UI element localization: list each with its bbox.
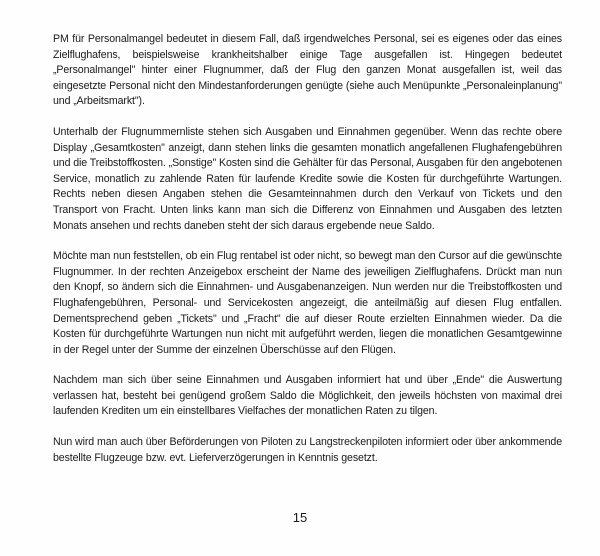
paragraph-kredit-tilgung: Nachdem man sich über seine Einnahmen und Ausgaben informiert hat und über „Ende" die Auswertung verlassen hat, besteht bei genügend großem Saldo die Möglichkeit, den jeweils höchsten von maximal drei laufenden Krediten um ein einstellbares Vielfaches der monatlichen Raten zu tilgen. [53, 374, 562, 418]
paragraph-befoerderungen: Nun wird man auch über Beförderungen von Piloten zu Langstreckenpiloten informiert oder über ankommende bestellte Flugzeuge bzw. evt. Lieferverzögerungen in Kenntnis gesetzt. [53, 436, 562, 464]
paragraph-ausgaben-einnahmen: Unterhalb der Flugnummernliste stehen sich Ausgaben und Einnahmen gegenüber. Wenn das rechte obere Display „Gesamtkosten" anzeigt, dann stehen links die gesamten monatlich angefallenen Flughafengebühren und die Treibstoffkosten. „Sonstige" Kosten sind die Gehälter für das Personal, Ausgaben für den angebotenen Service, monatlich zu zahlende Raten für laufende Kredite sowie die Kosten für durchgeführte Wartungen. Rechts neben diesen Angaben stehen die Gesamteinnahmen durch den Verkauf von Tickets und den Transport von Fracht. Unten links kann man sich die Differenz von Einnahmen und Ausgaben des letzten Monats ansehen und rechts daneben steht der sich daraus ergebende neue Saldo. [53, 125, 562, 232]
page-number: 15 [292, 510, 308, 525]
paragraph-flug-rentabilitaet: Möchte man nun feststellen, ob ein Flug rentabel ist oder nicht, so bewegt man den Cursor auf die gewünschte Flugnummer. In der rechten Anzeigebox erscheint der Name des jeweiligen Zielflughafens. Drückt man nun den Knopf, so ändern sich die Einnahmen- und Ausgabenanzeigen. Nun werden nur die Treibstoffkosten und Flughafengebühren, Personal- und Servicekosten angezeigt, die anteilmäßig auf diesen Flug entfallen. Dementsprechend geben „Tickets" und „Fracht" die auf dieser Route erzielten Einnahmen wieder. Da die Kosten für durchgeführte Wartungen nun nicht mit aufgeführt werden, liegen die monatlichen Gesamtgewinne in der Regel unter der Summe der einzelnen Überschüsse auf den Flügen. [53, 250, 562, 356]
body-text [53, 32, 562, 466]
paragraph-personalmangel: PM für Personalmangel bedeutet in diesem Fall, daß irgendwelches Personal, sei es eigenes oder das eines Zielflughafens, beispielsweise krankheitshalber einige Tage ausgefallen ist. Hingegen bedeutet „Personalmangel" hinter einer Flugnummer, daß der Flug den ganzen Monat ausgefallen ist, weil das eingesetzte Personal nicht den Mindestanforderungen genügte (siehe auch Menüpunkte „Personaleinplanung" und „Arbeitsmarkt"). [53, 33, 562, 108]
